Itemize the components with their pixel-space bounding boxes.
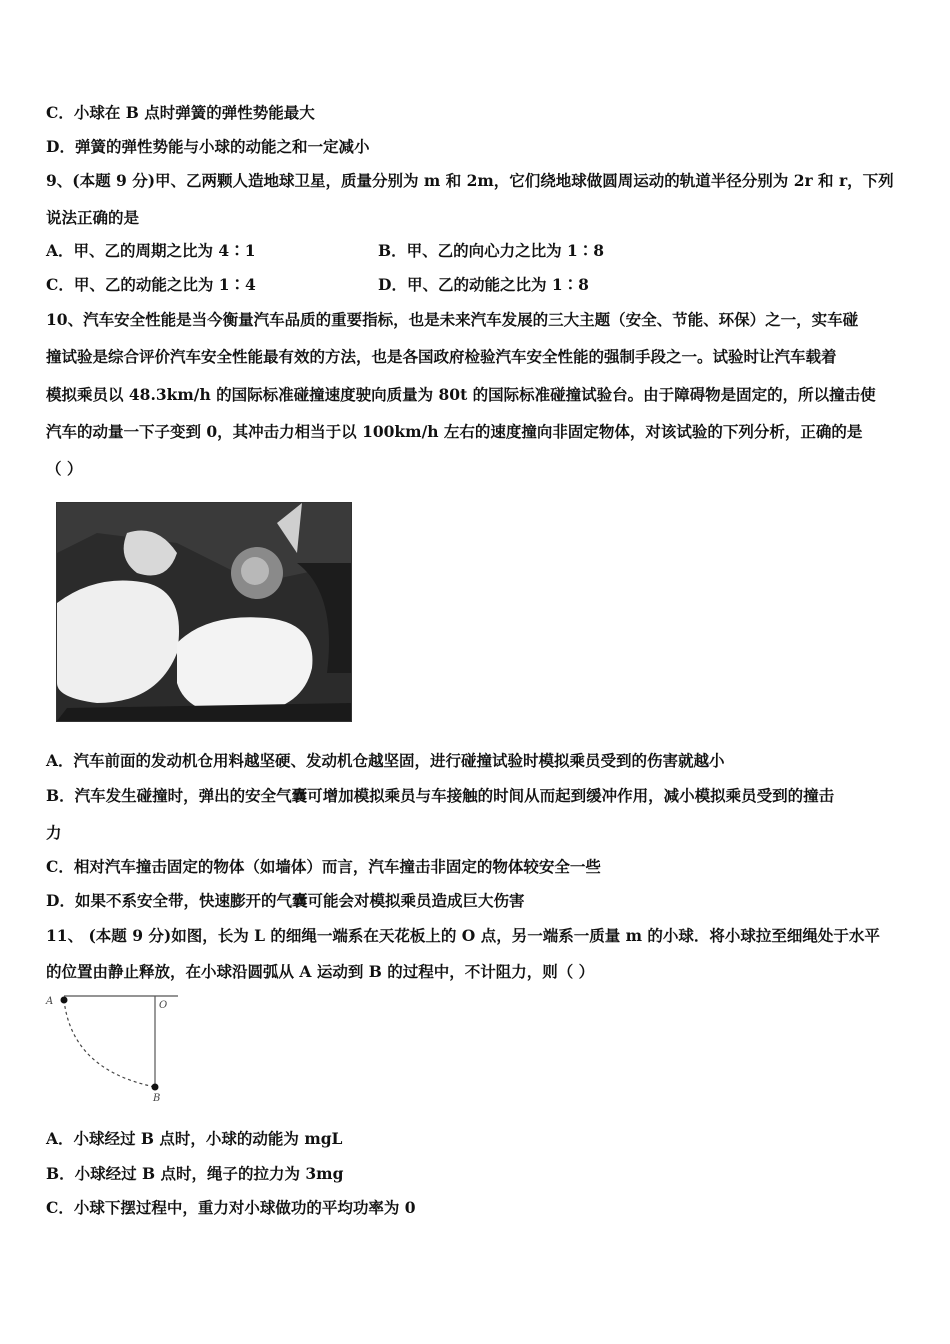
q9-option-a: A．甲、乙的周期之比为 4∶1 <box>46 241 256 260</box>
q11-option-a: A．小球经过 B 点时，小球的动能为 mgL <box>46 1129 343 1148</box>
ball-a <box>61 997 68 1004</box>
q10-stem-line4: 汽车的动量一下子变到 0，其冲击力相当于以 100km/h 左右的速度撞向非固定物体，对该试验的下列分析，正确的是 <box>46 422 863 441</box>
q11-stem-line1: 11、 (本题 9 分)如图，长为 L 的细绳一端系在天花板上的 O 点，另一端系一质量 m 的小球．将小球拉至细绳处于水平 <box>46 926 880 945</box>
q11-option-b: B．小球经过 B 点时，绳子的拉力为 3mg <box>46 1164 344 1183</box>
q9-stem-line1: 9、(本题 9 分)甲、乙两颗人造地球卫星，质量分别为 m 和 2m，它们绕地球做圆周运动的轨道半径分别为 2r 和 r，下列 <box>46 171 894 190</box>
q10-option-d: D．如果不系安全带，快速膨开的气囊可能会对模拟乘员造成巨大伤害 <box>46 891 525 910</box>
q10-stem-line1: 10、汽车安全性能是当今衡量汽车品质的重要指标，也是未来汽车发展的三大主题（安全、节能、环保）之一，实车碰 <box>46 310 859 329</box>
q11-stem-line2: 的位置由静止释放，在小球沿圆弧从 A 运动到 B 的过程中，不计阻力，则（ ） <box>46 962 595 981</box>
crash-test-photo <box>56 502 352 722</box>
q9-stem-line2: 说法正确的是 <box>46 208 140 227</box>
q10-stem-line5: （ ） <box>46 459 83 478</box>
q9-option-b: B．甲、乙的向心力之比为 1∶8 <box>378 241 605 260</box>
q9-option-d: D．甲、乙的动能之比为 1∶8 <box>378 275 589 294</box>
q10-stem-line2: 撞试验是综合评价汽车安全性能最有效的方法，也是各国政府检验汽车安全性能的强制手段之一。试验时让汽车载着 <box>46 347 837 366</box>
ball-b <box>152 1084 159 1091</box>
pendulum-diagram <box>42 990 192 1102</box>
label-a: A <box>46 996 54 1007</box>
crash-test-illustration <box>57 503 351 721</box>
q10-option-a: A．汽车前面的发动机仓用料越坚硬、发动机仓越坚固，进行碰撞试验时模拟乘员受到的伤害就越小 <box>46 751 725 770</box>
label-o: O <box>159 1000 168 1011</box>
q10-stem-line3: 模拟乘员以 48.3km/h 的国际标准碰撞速度驶向质量为 80t 的国际标准碰撞试验台。由于障碍物是固定的，所以撞击使 <box>46 385 876 404</box>
arc-path <box>64 1000 155 1087</box>
q11-option-c: C．小球下摆过程中，重力对小球做功的平均功率为 0 <box>46 1198 416 1217</box>
q10-option-b-line1: B．汽车发生碰撞时，弹出的安全气囊可增加模拟乘员与车接触的时间从而起到缓冲作用，减小模拟乘员受到的撞击 <box>46 786 835 805</box>
q10-option-c: C．相对汽车撞击固定的物体（如墙体）而言，汽车撞击非固定的物体较安全一些 <box>46 857 601 876</box>
q8-option-d: D．弹簧的弹性势能与小球的动能之和一定减小 <box>46 137 370 156</box>
q8-option-c: C．小球在 B 点时弹簧的弹性势能最大 <box>46 103 315 122</box>
label-b: B <box>153 1093 161 1102</box>
q10-option-b-line2: 力 <box>46 823 62 842</box>
q9-option-c: C．甲、乙的动能之比为 1∶4 <box>46 275 256 294</box>
